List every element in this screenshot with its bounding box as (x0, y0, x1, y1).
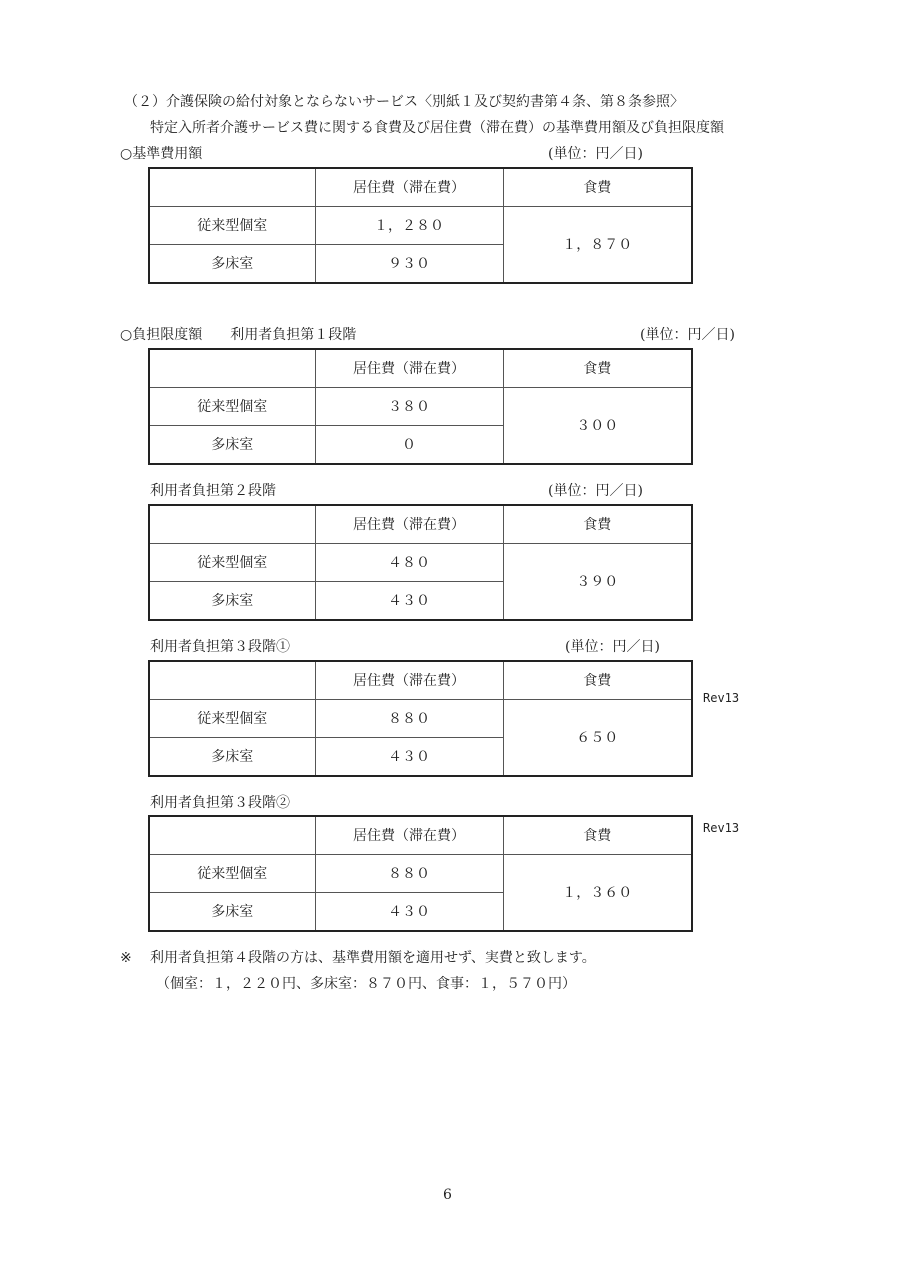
note-mark: ※ (120, 950, 132, 966)
stage2-table (148, 504, 693, 621)
food-cost-cell: ６５０ (503, 700, 692, 777)
header-cell-housing: 居住費（滞在費） (315, 661, 503, 700)
limit-stage1-label: ○負担限度額 利用者負担第１段階 (120, 327, 357, 343)
header-cell-housing: 居住費（滞在費） (315, 505, 503, 544)
section-heading: （２）介護保険の給付対象とならないサービス〈別紙１及び契約書第４条、第８条参照〉 (124, 94, 684, 110)
stage3a-label: 利用者負担第３段階① (150, 639, 290, 655)
room-type-cell: 多床室 (149, 582, 315, 621)
stage3b-label: 利用者負担第３段階② (150, 795, 290, 811)
room-type-cell: 多床室 (149, 426, 315, 465)
note-line-1: 利用者負担第４段階の方は、基準費用額を適用せず、実費と致します。 (150, 950, 596, 966)
header-cell-blank (149, 349, 315, 388)
room-type-cell: 多床室 (149, 245, 315, 284)
header-cell-housing: 居住費（滞在費） (315, 816, 503, 855)
note-line-2: （個室：１，２２０円、多床室：８７０円、食事：１，５７０円） (156, 976, 576, 992)
stage3b-table (148, 815, 693, 932)
header-cell-blank (149, 505, 315, 544)
food-cost-cell: ３９０ (503, 544, 692, 621)
header-cell-food: 食費 (503, 661, 692, 700)
room-type-cell: 従来型個室 (149, 388, 315, 426)
base-cost-table (148, 167, 693, 284)
stage3a-table (148, 660, 693, 777)
page-number: 6 (443, 1187, 452, 1203)
housing-cost-cell: ４３０ (315, 738, 503, 777)
header-cell-food: 食費 (503, 505, 692, 544)
room-type-cell: 従来型個室 (149, 207, 315, 245)
header-cell-blank (149, 168, 315, 207)
stage3a-unit: (単位：円／日) (565, 639, 660, 655)
housing-cost-cell: ０ (315, 426, 503, 465)
housing-cost-cell: ８８０ (315, 700, 503, 738)
base-cost-label: ○基準費用額 (120, 146, 203, 162)
room-type-cell: 従来型個室 (149, 544, 315, 582)
stage2-unit: (単位：円／日) (548, 483, 643, 499)
header-cell-food: 食費 (503, 349, 692, 388)
header-cell-blank (149, 661, 315, 700)
stage2-label: 利用者負担第２段階 (150, 483, 276, 499)
header-cell-food: 食費 (503, 168, 692, 207)
header-cell-housing: 居住費（滞在費） (315, 168, 503, 207)
section-subheading: 特定入所者介護サービス費に関する食費及び居住費（滞在費）の基準費用額及び負担限度額 (150, 120, 724, 136)
room-type-cell: 多床室 (149, 738, 315, 777)
food-cost-cell: １，８７０ (503, 207, 692, 284)
room-type-cell: 多床室 (149, 893, 315, 932)
stage3a-revision-mark: Rev13 (703, 691, 740, 705)
stage1-table (148, 348, 693, 465)
room-type-cell: 従来型個室 (149, 855, 315, 893)
base-cost-unit: (単位：円／日) (548, 146, 643, 162)
housing-cost-cell: ９３０ (315, 245, 503, 284)
food-cost-cell: ３００ (503, 388, 692, 465)
housing-cost-cell: ８８０ (315, 855, 503, 893)
room-type-cell: 従来型個室 (149, 700, 315, 738)
housing-cost-cell: １，２８０ (315, 207, 503, 245)
housing-cost-cell: ３８０ (315, 388, 503, 426)
housing-cost-cell: ４８０ (315, 544, 503, 582)
stage3b-revision-mark: Rev13 (703, 821, 740, 835)
housing-cost-cell: ４３０ (315, 893, 503, 932)
limit-stage1-unit: (単位：円／日) (640, 327, 735, 343)
header-cell-blank (149, 816, 315, 855)
header-cell-housing: 居住費（滞在費） (315, 349, 503, 388)
food-cost-cell: １，３６０ (503, 855, 692, 932)
header-cell-food: 食費 (503, 816, 692, 855)
housing-cost-cell: ４３０ (315, 582, 503, 621)
